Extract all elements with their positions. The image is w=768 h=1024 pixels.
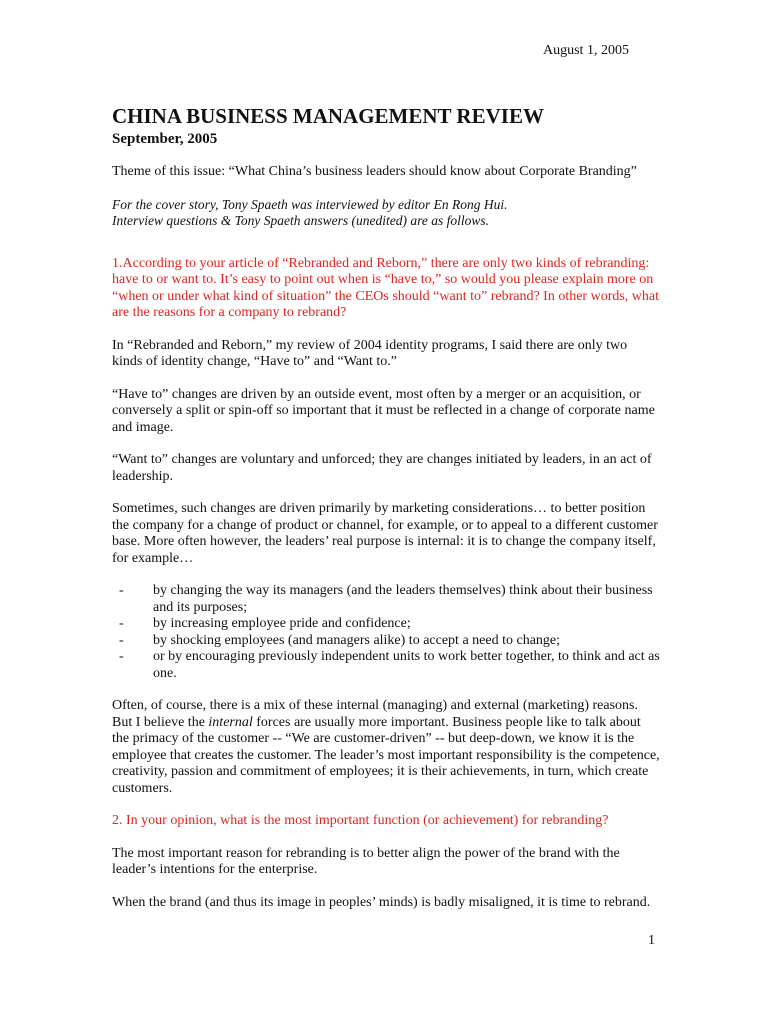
list-item <box>112 583 660 616</box>
list-item-text: or by encouraging previously independent units to work better together, to think and act as one. <box>153 649 660 681</box>
list-item-text: by changing the way its managers (and the leaders themselves) think about their business and its purposes; <box>153 583 653 615</box>
bullet-dash: - <box>119 583 124 598</box>
interview-intro <box>112 197 660 230</box>
paragraph-text: Often, of course, there is a mix of these internal (managing) and external (marketing) reasons. But I believe the <box>112 698 638 730</box>
issue-date: September, 2005 <box>112 131 218 147</box>
answer-paragraph: “Have to” changes are driven by an outside event, most often by a merger or an acquisition, or conversely a split or spin-off so important that it must be reflected in a change of corporate name and image. <box>112 386 655 435</box>
question-2: 2. In your opinion, what is the most important function (or achievement) for rebranding? <box>112 813 609 828</box>
question-1: 1.According to your article of “Rebranded and Reborn,” there are only two kinds of rebranding: have to or want to. It’s easy to point out when is “have to,” so would you please explain more on “when or under what kind of situation” the CEOs should “want to” rebrand? In other words, what are the reasons for a company to rebrand? <box>112 255 660 320</box>
page-number: 1 <box>648 933 655 948</box>
document-body <box>112 104 660 911</box>
issue-theme: Theme of this issue: “What China’s business leaders should know about Corporate Branding” <box>112 164 637 179</box>
list-item-text: by shocking employees (and managers alike) to accept a need to change; <box>153 632 561 648</box>
answer-paragraph: In “Rebranded and Reborn,” my review of 2004 identity programs, I said there are only two kinds of identity change, “Have to” and “Want to.” <box>112 337 628 369</box>
bullet-dash: - <box>119 616 124 631</box>
bullet-list <box>112 583 660 682</box>
bullet-dash: - <box>119 632 124 648</box>
answer-paragraph: When the brand (and thus its image in peoples’ minds) is badly misaligned, it is time to rebrand. <box>112 894 651 910</box>
list-item <box>112 616 660 633</box>
answer-paragraph: “Want to” changes are voluntary and unforced; they are changes initiated by leaders, in an act of leadership. <box>112 452 652 484</box>
intro-line: Interview questions & Tony Spaeth answers (unedited) are as follows. <box>112 213 489 228</box>
paragraph-text: forces are usually more important. Business people like to talk about the primacy of the customer -- “We are customer-driven” -- but deep-down, we know it is the employee that creates the customer. The leader’s most important responsibility is the competence, creativity, passion and commitment of employees; it is their achievements, in turn, which create customers. <box>112 714 660 796</box>
list-item <box>112 633 660 650</box>
answer-paragraph: Sometimes, such changes are driven primarily by marketing considerations… to better position the company for a change of product or channel, for example, or to appeal to a different customer base. More often however, the leaders’ real purpose is internal: it is to change the company itself, for example… <box>112 501 658 566</box>
list-item-text: by increasing employee pride and confidence; <box>153 616 411 631</box>
emphasis-text: internal <box>208 714 253 730</box>
list-item <box>112 649 660 682</box>
document-title: CHINA BUSINESS MANAGEMENT REVIEW <box>112 104 544 128</box>
document-date: August 1, 2005 <box>543 43 629 58</box>
answer-paragraph <box>112 698 660 797</box>
intro-line: For the cover story, Tony Spaeth was interviewed by editor En Rong Hui. <box>112 196 508 212</box>
answer-paragraph: The most important reason for rebranding is to better align the power of the brand with the leader’s intentions for the enterprise. <box>112 845 620 877</box>
bullet-dash: - <box>119 649 124 664</box>
